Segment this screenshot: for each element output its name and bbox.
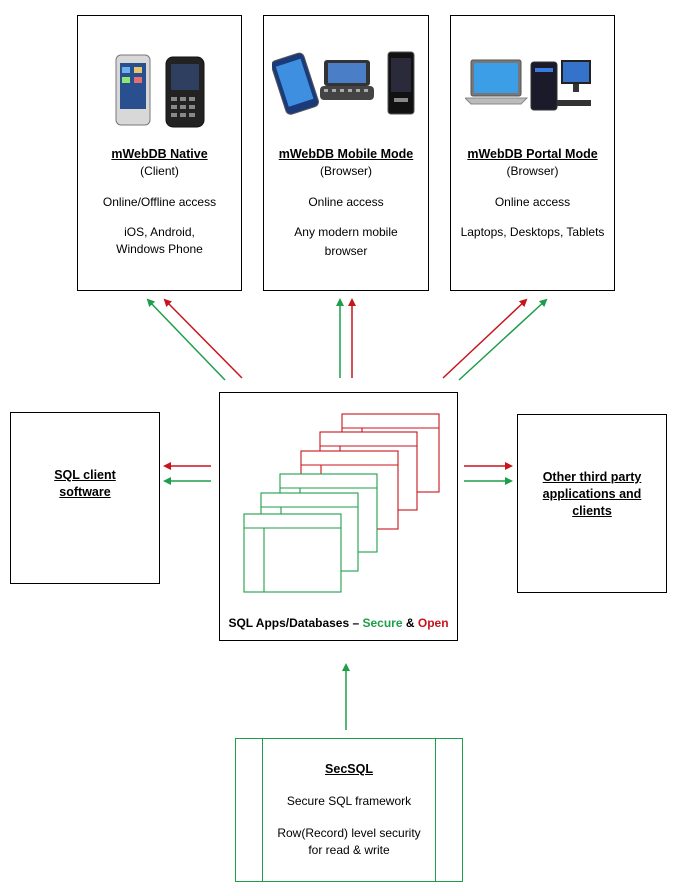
portal-access: Online access [494,195,571,209]
mobile-access: Online access [308,195,384,209]
caption-amp: & [402,616,418,630]
mobile-platforms-line2: browser [324,244,368,258]
third-party-box [517,414,667,593]
sql-client-line1: SQL client [54,468,116,482]
sql-apps-caption [220,615,457,632]
native-client-box [77,15,242,291]
portal-title: mWebDB Portal Mode [467,147,598,161]
native-platforms-line1: iOS, Android, [124,225,195,239]
arrow-green-to-portal [459,300,546,380]
computers-icon [465,50,595,120]
mobile-devices-icon [272,46,422,116]
secsql-box [235,738,463,882]
mobile-subtitle: (Browser) [319,164,372,178]
portal-platforms: Laptops, Desktops, Tablets [460,225,605,239]
smartphones-icon [110,51,210,131]
third-party-line2: applications and [542,487,642,501]
secsql-framework: Secure SQL framework [286,794,412,808]
caption-open: Open [417,616,449,630]
arrow-green-to-native [148,300,225,380]
sql-client-box [10,412,160,584]
mobile-platforms-line1: Any modern mobile [294,225,398,239]
mobile-title: mWebDB Mobile Mode [278,147,414,161]
native-title: mWebDB Native [111,147,208,161]
caption-prefix: SQL Apps/Databases – [228,616,363,630]
arrow-red-to-portal [443,300,526,378]
portal-subtitle: (Browser) [506,164,559,178]
portal-mode-box [450,15,615,291]
native-access: Online/Offline access [102,195,217,209]
sql-apps-box [219,392,458,641]
arrow-red-to-native [165,300,242,378]
secsql-title: SecSQL [325,762,373,776]
native-platforms-line2: Windows Phone [116,242,203,256]
mobile-mode-box [263,15,429,291]
third-party-line3: clients [572,504,612,518]
native-subtitle: (Client) [140,164,179,178]
sql-client-line2: software [59,485,111,499]
secsql-security-line2: for read & write [308,843,390,857]
secsql-security-line1: Row(Record) level security [277,826,421,840]
caption-secure: Secure [362,616,403,630]
third-party-line1: Other third party [542,470,642,484]
